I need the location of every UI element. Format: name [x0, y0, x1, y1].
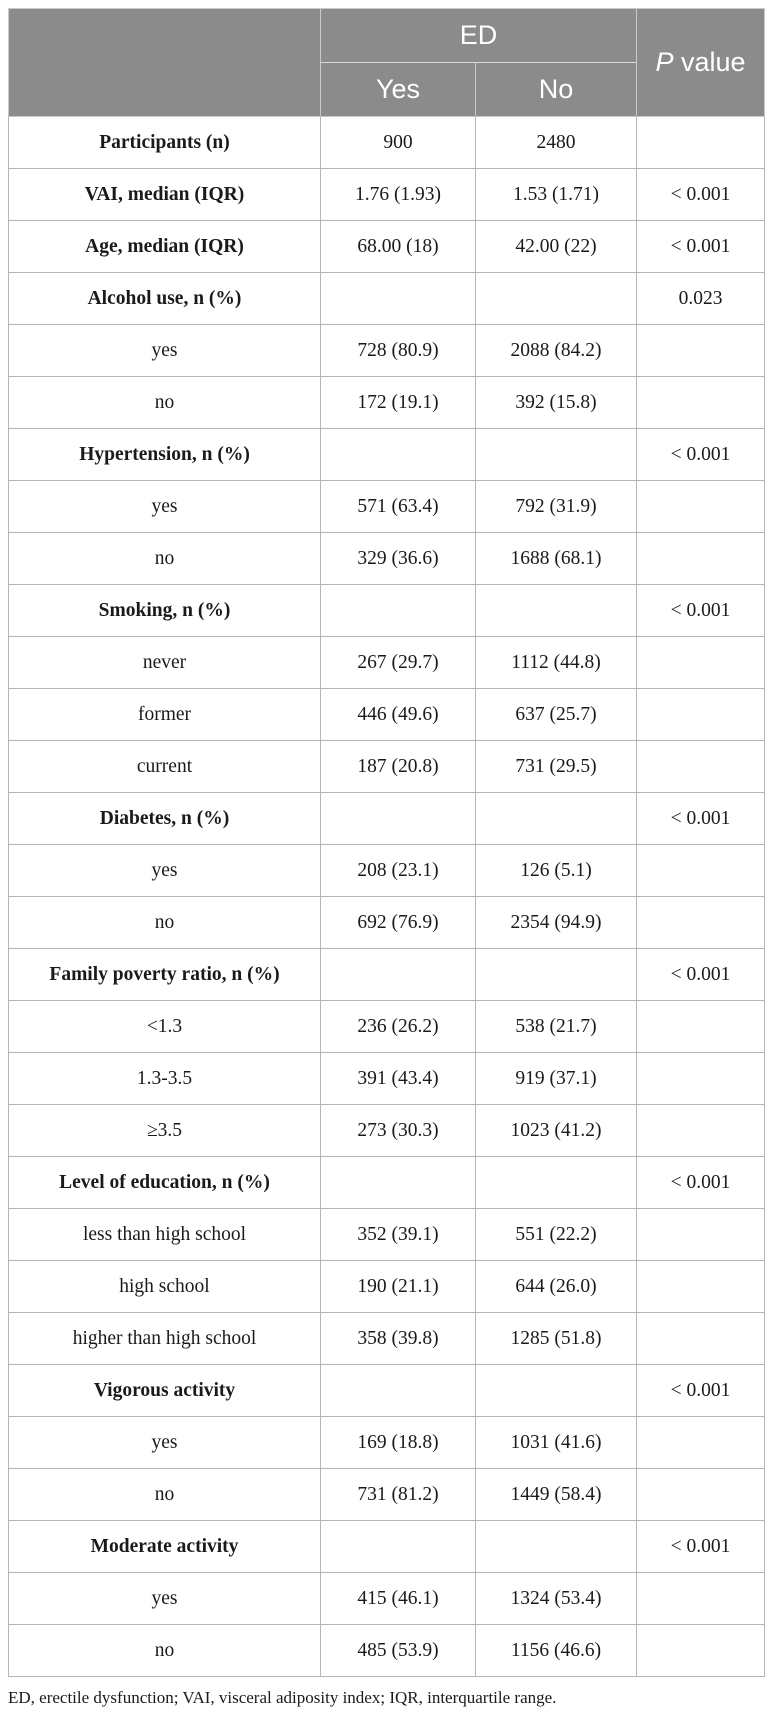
row-label: VAI, median (IQR) [9, 169, 321, 221]
table-row [9, 1469, 765, 1521]
row-p-value [637, 481, 765, 533]
header-pvalue [637, 9, 765, 117]
row-yes-value: 692 (76.9) [321, 897, 476, 949]
row-p-value [637, 897, 765, 949]
table-row [9, 1209, 765, 1261]
row-label: no [9, 1469, 321, 1521]
header-pvalue-p: P [655, 47, 674, 77]
row-no-value: 1324 (53.4) [476, 1573, 637, 1625]
row-label: Participants (n) [9, 117, 321, 169]
row-label: current [9, 741, 321, 793]
row-label: no [9, 377, 321, 429]
row-yes-value: 731 (81.2) [321, 1469, 476, 1521]
row-no-value [476, 273, 637, 325]
row-no-value: 1023 (41.2) [476, 1105, 637, 1157]
table-row [9, 1625, 765, 1677]
row-no-value: 551 (22.2) [476, 1209, 637, 1261]
row-label: yes [9, 481, 321, 533]
row-p-value: < 0.001 [637, 949, 765, 1001]
table-row [9, 637, 765, 689]
row-p-value [637, 1053, 765, 1105]
row-p-value: < 0.001 [637, 1365, 765, 1417]
row-yes-value [321, 1365, 476, 1417]
row-yes-value: 358 (39.8) [321, 1313, 476, 1365]
row-no-value: 1112 (44.8) [476, 637, 637, 689]
row-label: <1.3 [9, 1001, 321, 1053]
row-yes-value: 1.76 (1.93) [321, 169, 476, 221]
row-no-value: 637 (25.7) [476, 689, 637, 741]
row-label: high school [9, 1261, 321, 1313]
row-p-value: < 0.001 [637, 169, 765, 221]
row-yes-value [321, 1157, 476, 1209]
header-blank-cell [9, 9, 321, 117]
row-p-value [637, 325, 765, 377]
row-yes-value: 415 (46.1) [321, 1573, 476, 1625]
table-row [9, 793, 765, 845]
row-label: no [9, 897, 321, 949]
table-row [9, 377, 765, 429]
row-no-value: 1156 (46.6) [476, 1625, 637, 1677]
row-no-value: 2480 [476, 117, 637, 169]
row-label: Alcohol use, n (%) [9, 273, 321, 325]
row-p-value [637, 1573, 765, 1625]
row-label: higher than high school [9, 1313, 321, 1365]
row-label: Family poverty ratio, n (%) [9, 949, 321, 1001]
row-p-value [637, 1469, 765, 1521]
row-p-value: < 0.001 [637, 1521, 765, 1573]
row-label: Moderate activity [9, 1521, 321, 1573]
row-yes-value: 728 (80.9) [321, 325, 476, 377]
row-no-value: 644 (26.0) [476, 1261, 637, 1313]
row-yes-value: 208 (23.1) [321, 845, 476, 897]
row-no-value [476, 949, 637, 1001]
table-row [9, 1365, 765, 1417]
row-yes-value: 68.00 (18) [321, 221, 476, 273]
table-row [9, 585, 765, 637]
row-no-value: 126 (5.1) [476, 845, 637, 897]
row-yes-value: 273 (30.3) [321, 1105, 476, 1157]
row-p-value [637, 689, 765, 741]
table-row [9, 533, 765, 585]
table-row [9, 1417, 765, 1469]
row-yes-value: 267 (29.7) [321, 637, 476, 689]
row-no-value: 731 (29.5) [476, 741, 637, 793]
row-yes-value: 236 (26.2) [321, 1001, 476, 1053]
row-yes-value: 485 (53.9) [321, 1625, 476, 1677]
row-no-value: 392 (15.8) [476, 377, 637, 429]
row-yes-value: 391 (43.4) [321, 1053, 476, 1105]
row-yes-value: 329 (36.6) [321, 533, 476, 585]
row-p-value: 0.023 [637, 273, 765, 325]
row-no-value: 1688 (68.1) [476, 533, 637, 585]
row-no-value: 792 (31.9) [476, 481, 637, 533]
row-p-value: < 0.001 [637, 429, 765, 481]
row-no-value: 1.53 (1.71) [476, 169, 637, 221]
table-row [9, 897, 765, 949]
header-no: No [476, 63, 637, 117]
row-p-value [637, 637, 765, 689]
table-row [9, 1053, 765, 1105]
row-no-value [476, 1365, 637, 1417]
table-row [9, 481, 765, 533]
row-p-value [637, 1313, 765, 1365]
row-no-value: 1285 (51.8) [476, 1313, 637, 1365]
table-row [9, 221, 765, 273]
row-no-value [476, 585, 637, 637]
row-yes-value: 172 (19.1) [321, 377, 476, 429]
row-no-value: 2088 (84.2) [476, 325, 637, 377]
row-label: Level of education, n (%) [9, 1157, 321, 1209]
table-row [9, 169, 765, 221]
row-p-value [637, 1001, 765, 1053]
row-p-value [637, 1105, 765, 1157]
row-no-value: 1449 (58.4) [476, 1469, 637, 1521]
row-label: no [9, 1625, 321, 1677]
header-pvalue-rest: value [673, 47, 746, 77]
row-label: never [9, 637, 321, 689]
table-header [9, 9, 765, 117]
row-label: Age, median (IQR) [9, 221, 321, 273]
row-p-value [637, 377, 765, 429]
row-yes-value [321, 1521, 476, 1573]
row-label: yes [9, 845, 321, 897]
row-yes-value [321, 793, 476, 845]
row-label: 1.3-3.5 [9, 1053, 321, 1105]
table-row [9, 1261, 765, 1313]
table-row [9, 1001, 765, 1053]
row-yes-value: 169 (18.8) [321, 1417, 476, 1469]
header-row-group [9, 9, 765, 63]
row-yes-value [321, 585, 476, 637]
row-label: Vigorous activity [9, 1365, 321, 1417]
row-no-value [476, 1157, 637, 1209]
row-yes-value [321, 273, 476, 325]
row-yes-value: 571 (63.4) [321, 481, 476, 533]
row-p-value [637, 1417, 765, 1469]
row-p-value: < 0.001 [637, 1157, 765, 1209]
row-yes-value [321, 429, 476, 481]
row-p-value [637, 741, 765, 793]
row-label: yes [9, 1417, 321, 1469]
row-p-value [637, 1209, 765, 1261]
table-footnote: ED, erectile dysfunction; VAI, visceral adiposity index; IQR, interquartile range. [8, 1688, 557, 1707]
table-row [9, 1313, 765, 1365]
table-row [9, 949, 765, 1001]
row-yes-value: 446 (49.6) [321, 689, 476, 741]
header-yes: Yes [321, 63, 476, 117]
row-no-value [476, 793, 637, 845]
table-row [9, 325, 765, 377]
table-row [9, 1573, 765, 1625]
row-label: no [9, 533, 321, 585]
row-yes-value [321, 949, 476, 1001]
row-p-value [637, 1261, 765, 1313]
row-label: less than high school [9, 1209, 321, 1261]
row-no-value: 2354 (94.9) [476, 897, 637, 949]
row-p-value: < 0.001 [637, 221, 765, 273]
row-yes-value: 900 [321, 117, 476, 169]
table-row [9, 1521, 765, 1573]
table-row [9, 1157, 765, 1209]
row-label: ≥3.5 [9, 1105, 321, 1157]
table-row [9, 1105, 765, 1157]
row-p-value: < 0.001 [637, 585, 765, 637]
row-label: yes [9, 325, 321, 377]
row-label: Diabetes, n (%) [9, 793, 321, 845]
row-no-value: 1031 (41.6) [476, 1417, 637, 1469]
table-row [9, 741, 765, 793]
row-yes-value: 187 (20.8) [321, 741, 476, 793]
row-no-value: 919 (37.1) [476, 1053, 637, 1105]
row-no-value [476, 1521, 637, 1573]
row-no-value: 538 (21.7) [476, 1001, 637, 1053]
row-yes-value: 352 (39.1) [321, 1209, 476, 1261]
row-p-value [637, 845, 765, 897]
table-row [9, 117, 765, 169]
row-p-value [637, 533, 765, 585]
row-label: former [9, 689, 321, 741]
row-no-value: 42.00 (22) [476, 221, 637, 273]
table-row [9, 845, 765, 897]
baseline-characteristics-table [8, 8, 765, 1677]
row-label: yes [9, 1573, 321, 1625]
table-row [9, 689, 765, 741]
row-label: Hypertension, n (%) [9, 429, 321, 481]
header-ed-group: ED [321, 9, 637, 63]
row-no-value [476, 429, 637, 481]
row-p-value: < 0.001 [637, 793, 765, 845]
row-yes-value: 190 (21.1) [321, 1261, 476, 1313]
row-p-value [637, 1625, 765, 1677]
table-body [9, 117, 765, 1677]
table-row [9, 273, 765, 325]
table-row [9, 429, 765, 481]
row-p-value [637, 117, 765, 169]
row-label: Smoking, n (%) [9, 585, 321, 637]
